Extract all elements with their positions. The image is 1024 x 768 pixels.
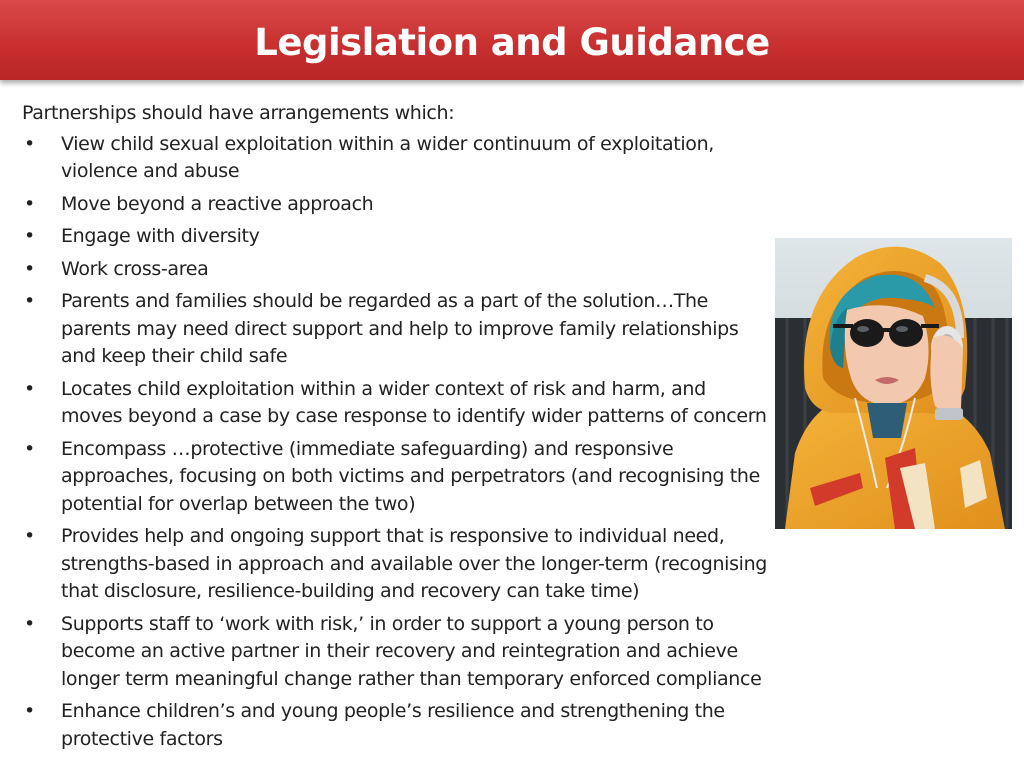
bullet-text: Engage with diversity <box>61 225 260 247</box>
list-item <box>22 436 770 519</box>
list-item <box>22 698 770 753</box>
bullet-icon: • <box>24 225 35 247</box>
list-item <box>22 376 770 431</box>
slide-content <box>22 100 770 758</box>
bullet-text: View child sexual exploitation within a wider continuum of exploitation, violence and abuse <box>61 132 714 182</box>
bullet-text: Work cross-area <box>61 257 209 280</box>
list-item <box>22 131 770 186</box>
bullet-icon: • <box>24 192 35 215</box>
young-person-photo <box>775 238 1012 529</box>
list-item <box>22 611 770 694</box>
bullet-icon: • <box>24 437 35 460</box>
list-item <box>22 191 770 219</box>
intro-text: Partnerships should have arrangements which: <box>22 102 455 124</box>
list-item <box>22 223 770 251</box>
bullet-icon: • <box>24 525 35 547</box>
bullet-icon: • <box>24 132 35 155</box>
page-title: Legislation and Guidance <box>254 21 770 64</box>
bullet-icon: • <box>24 290 35 312</box>
bullet-icon: • <box>24 377 35 400</box>
bullet-text: Supports staff to ‘work with risk,’ in order to support a young person to become an active partner in their recovery and reintegration and achieve longer term meaningful change rather than temporary enforced compliance <box>61 612 762 690</box>
bullet-text: Encompass …protective (immediate safeguarding) and responsive approaches, focusing on both victims and perpetrators (and recognising the potential for overlap between the two) <box>61 437 760 515</box>
bullet-icon: • <box>24 700 35 722</box>
bullet-text: Move beyond a reactive approach <box>61 192 374 215</box>
photo-illustration <box>775 238 1012 529</box>
bullet-icon: • <box>24 257 35 280</box>
bullet-text: Locates child exploitation within a wider context of risk and harm, and moves beyond a case by case response to identify wider patterns of concern <box>61 377 767 427</box>
bullet-text: Enhance children’s and young people’s resilience and strengthening the protective factors <box>61 700 725 750</box>
bullet-icon: • <box>24 612 35 635</box>
list-item <box>22 288 770 371</box>
bullet-text: Parents and families should be regarded as a part of the solution…The parents may need direct support and help to improve family relationships and keep their child safe <box>61 290 739 367</box>
list-item <box>22 523 770 606</box>
bullet-text: Provides help and ongoing support that is responsive to individual need, strengths-based in approach and available over the longer-term (recognising that disclosure, resilience-building and recovery can take time) <box>61 525 767 602</box>
bullet-list <box>22 131 770 754</box>
list-item <box>22 256 770 284</box>
